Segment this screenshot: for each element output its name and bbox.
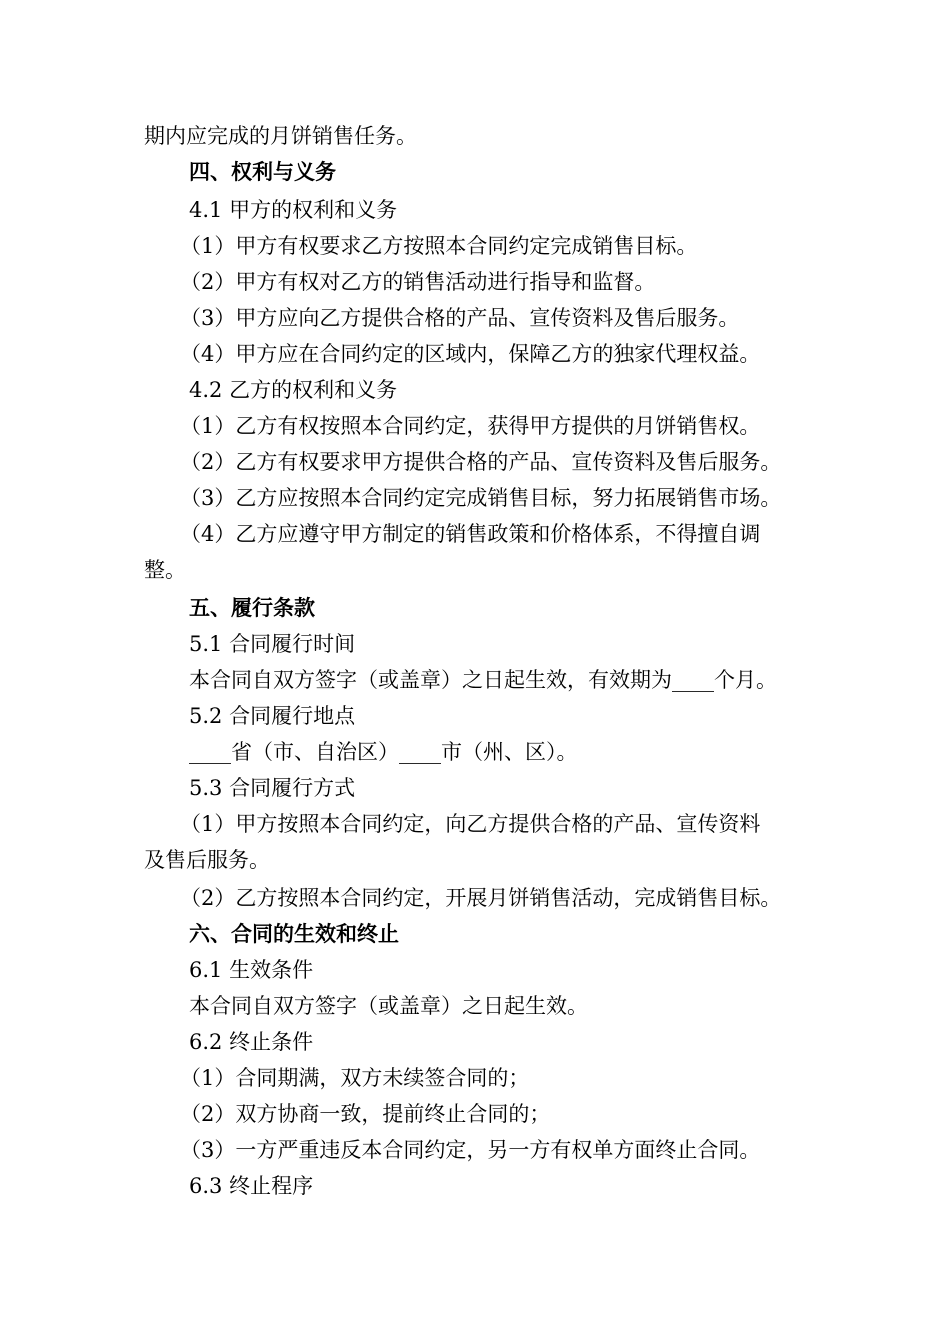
- list-item: （1）合同期满，双方未续签合同的；: [180, 1066, 530, 1090]
- subsection-heading-5-3: 5.3 合同履行方式: [189, 776, 356, 800]
- subsection-heading-6-3: 6.3 终止程序: [189, 1174, 314, 1198]
- list-item: （2）乙方按照本合同约定，开展月饼销售活动，完成销售目标。: [180, 886, 782, 910]
- list-item-continuation: 整。: [144, 558, 186, 582]
- paragraph-line: 本合同自双方签字（或盖章）之日起生效，有效期为____个月。: [189, 668, 777, 692]
- subsection-heading-6-1: 6.1 生效条件: [189, 958, 314, 982]
- subsection-heading-6-2: 6.2 终止条件: [189, 1030, 314, 1054]
- subsection-heading-5-2: 5.2 合同履行地点: [189, 704, 356, 728]
- list-item-continuation: 及售后服务。: [144, 848, 270, 872]
- subsection-heading-5-1: 5.1 合同履行时间: [189, 632, 356, 656]
- list-item: （2）乙方有权要求甲方提供合格的产品、宣传资料及售后服务。: [180, 450, 782, 474]
- section-heading-6: 六、合同的生效和终止: [189, 921, 399, 946]
- list-item: （1）甲方有权要求乙方按照本合同约定完成销售目标。: [180, 234, 698, 258]
- list-item: （2）双方协商一致，提前终止合同的；: [180, 1102, 551, 1126]
- subsection-heading-4-2: 4.2 乙方的权利和义务: [189, 378, 398, 402]
- subsection-heading-4-1: 4.1 甲方的权利和义务: [189, 198, 398, 222]
- list-item: （2）甲方有权对乙方的销售活动进行指导和监督。: [180, 270, 656, 294]
- list-item: （3）甲方应向乙方提供合格的产品、宣传资料及售后服务。: [180, 306, 740, 330]
- section-heading-4: 四、权利与义务: [189, 159, 336, 184]
- paragraph-line: 期内应完成的月饼销售任务。: [144, 124, 417, 148]
- list-item: （3）一方严重违反本合同约定，另一方有权单方面终止合同。: [180, 1138, 761, 1162]
- list-item: （4）乙方应遵守甲方制定的销售政策和价格体系，不得擅自调: [180, 522, 761, 546]
- list-item: （1）甲方按照本合同约定，向乙方提供合格的产品、宣传资料: [180, 812, 761, 836]
- section-heading-5: 五、履行条款: [189, 595, 315, 620]
- paragraph-line: ____省（市、自治区）____市（州、区）。: [189, 740, 578, 764]
- list-item: （3）乙方应按照本合同约定完成销售目标，努力拓展销售市场。: [180, 486, 782, 510]
- list-item: （4）甲方应在合同约定的区域内，保障乙方的独家代理权益。: [180, 342, 761, 366]
- list-item: （1）乙方有权按照本合同约定，获得甲方提供的月饼销售权。: [180, 414, 761, 438]
- paragraph-line: 本合同自双方签字（或盖章）之日起生效。: [189, 994, 588, 1018]
